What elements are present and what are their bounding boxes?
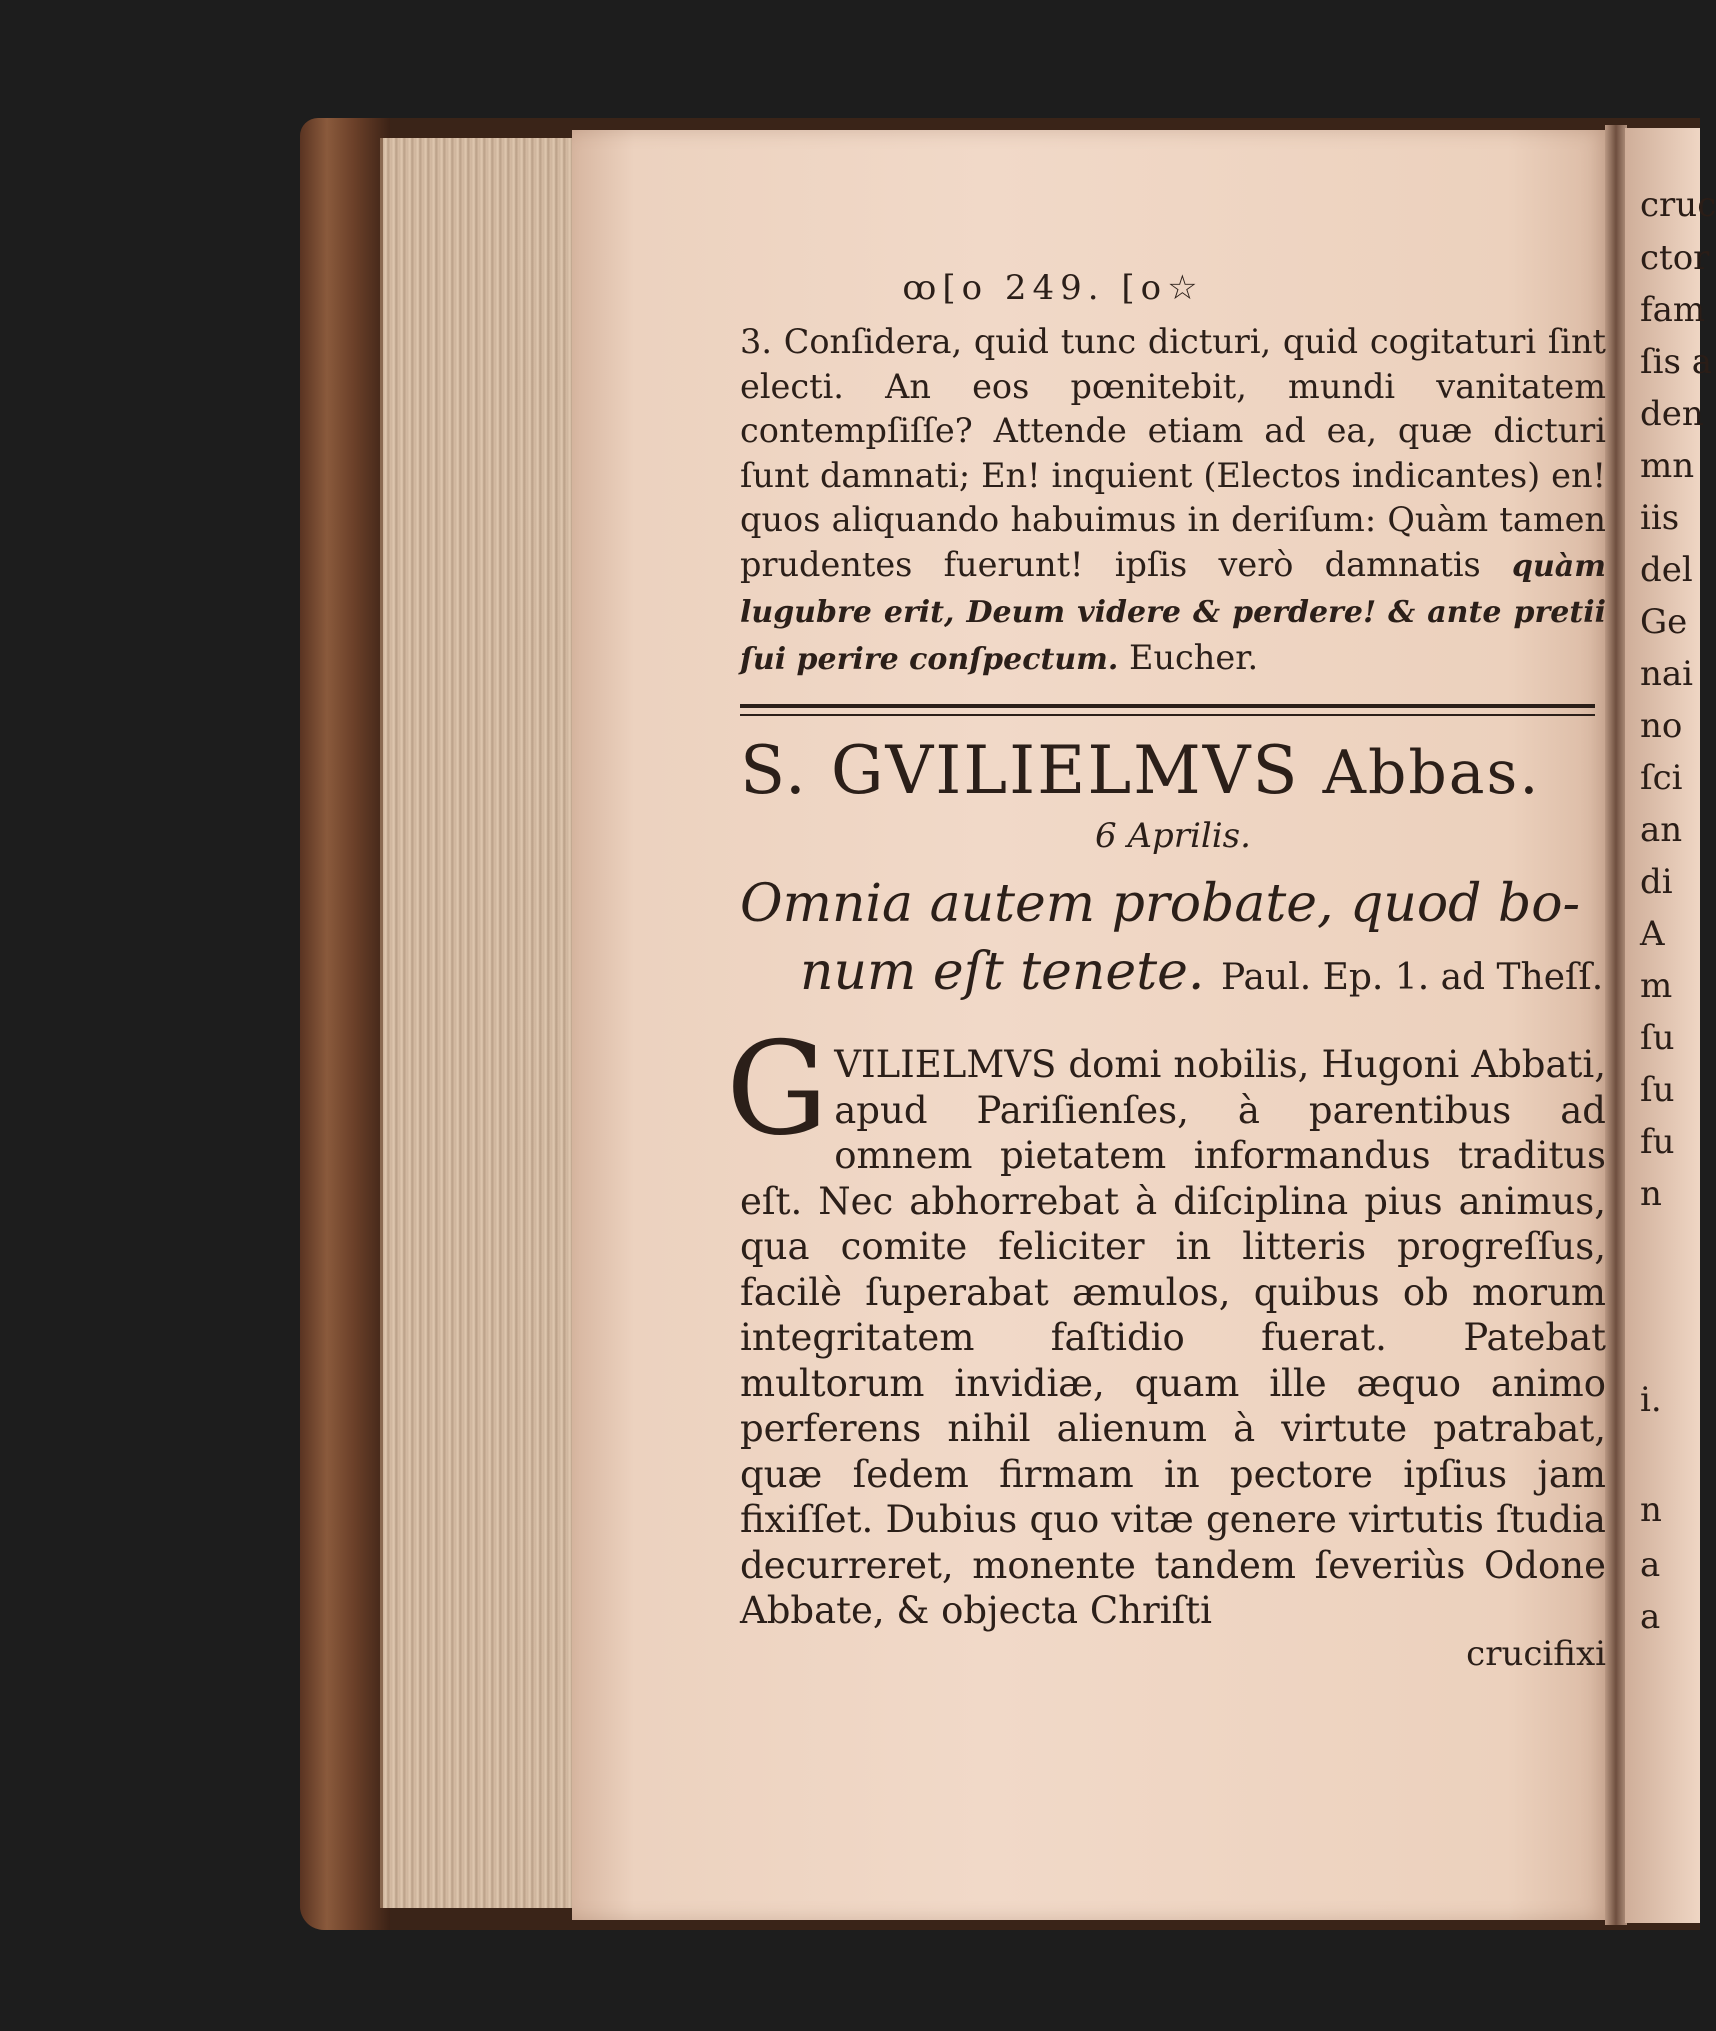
book-cover-spine (300, 118, 390, 1930)
page-content (726, 268, 1606, 1674)
right-page-fragment: fam (1640, 290, 1706, 330)
right-page-fragment: m (1640, 966, 1673, 1006)
right-page-fragment: a (1640, 1597, 1661, 1637)
meditation-source: Eucher. (1129, 637, 1259, 677)
section-title (740, 726, 1606, 818)
right-page-fragment: di (1640, 862, 1673, 902)
right-page-fragment: a (1640, 1545, 1661, 1585)
right-page-fragment: den (1640, 394, 1704, 434)
catchword: crucifixi (1466, 1633, 1606, 1674)
right-page-fragment: an (1640, 810, 1683, 850)
meditation-paragraph (740, 320, 1606, 682)
right-page (1625, 128, 1716, 1923)
right-page-fragment: del (1640, 550, 1693, 590)
right-page-fragment: ſis a (1640, 342, 1712, 382)
right-page-fragment: no (1640, 706, 1683, 746)
page-header: ꝏ[o 249. [o☆ (902, 268, 1204, 308)
right-page-fragment: n (1640, 1174, 1662, 1214)
body-paragraph (726, 1015, 1606, 1634)
quote-line-1: Omnia autem probate, quod bo- (740, 874, 1581, 934)
quote-source: Paul. Ep. 1. ad Theſſ. (1220, 957, 1604, 998)
right-page-fragment: A (1640, 914, 1665, 954)
meditation-text: 3. Conſidera, quid tunc dicturi, quid cogitaturi ſint electi. An eos pœnitebit, mundi vanitatem contempſiſſe? Attende etiam ad ea, quæ dicturi ſunt damnati; En! inquient (Electos indicantes) en! quos aliquando habuimus in deriſum: Quàm tamen prudentes fuerunt! ipſis verò damnatis (740, 322, 1606, 584)
section-title-abbas: Abbas. (1322, 738, 1541, 808)
section-title-main: S. GVILIELMVS (740, 732, 1300, 809)
right-page-fragment: mn (1640, 446, 1695, 486)
right-page-fragment: iis (1640, 498, 1680, 538)
right-page-fragment: nai (1640, 654, 1694, 694)
quote-line-2-wrap (740, 938, 1606, 1012)
book-gutter (1605, 125, 1627, 1925)
right-page-fragment: fu (1640, 1122, 1675, 1162)
body-text: VILIELMVS domi nobilis, Hugoni Abbati, apud Pariſienſes, à parentibus ad omnem pietatem informandus traditus eſt. Nec abhorrebat à diſciplina pius animus, qua comite feliciter in litteris progreſſus, facilè ſuperabat æmulos, quibus ob morum integritatem faſtidio fuerat. Patebat multorum invidiæ, quam ille æquo animo perferens nihil alienum à virtute patrabat, quæ ſedem firmam in pectore ipſius jam fixiſſet. Dubius quo vitæ genere virtutis ſtudia decurreret, monente tandem ſeveriùs Odone Abbate, & objecta Chriſti (740, 1043, 1606, 1632)
page-edges (380, 138, 583, 1908)
right-page-fragment: ctor (1640, 238, 1710, 278)
right-page-fragment: ſu (1640, 1070, 1675, 1110)
right-page-fragment: ſci (1640, 758, 1683, 798)
quote-line-2: num eſt tenete. (800, 942, 1205, 1002)
section-divider (740, 704, 1595, 716)
meditation-italic: quàm lugubre erit, Deum videre & perdere! & ante pretii ſui perire conſpectum. (740, 548, 1606, 677)
drop-cap: G (726, 1015, 829, 1164)
right-page-fragment: ſu (1640, 1018, 1675, 1058)
right-page-fragment: cruc (1640, 185, 1716, 225)
section-date: 6 Aprilis. (1095, 816, 1251, 856)
right-page-fragment: n (1640, 1490, 1662, 1530)
scripture-quote (740, 870, 1606, 1012)
right-page-fragment: i. (1640, 1380, 1662, 1420)
right-page-fragment: Ge (1640, 602, 1688, 642)
